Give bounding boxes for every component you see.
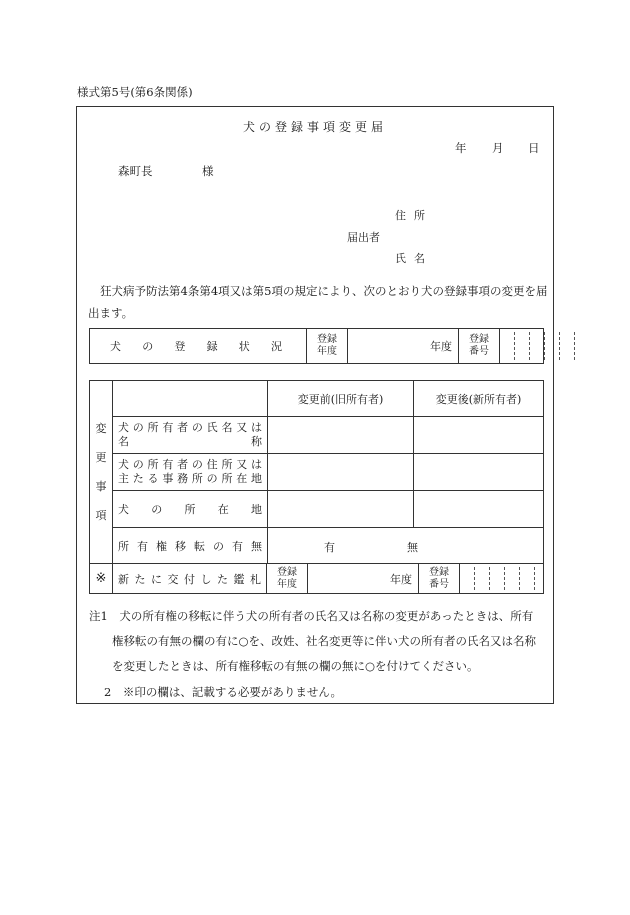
digit-divider	[574, 332, 575, 360]
digit-divider	[544, 332, 545, 360]
digit-divider	[559, 332, 560, 360]
new-tag-label: 新たに交付した鑑札	[113, 564, 267, 593]
date-year-label: 年	[455, 141, 467, 155]
change-items-table	[89, 380, 544, 594]
digit-divider	[474, 567, 475, 590]
dog-location-before-field[interactable]	[268, 491, 414, 528]
form-number-label: 様式第5号(第6条関係)	[77, 85, 193, 99]
nendo-label: 年度	[430, 340, 452, 353]
before-change-header: 変更前(旧所有者)	[268, 381, 414, 417]
owner-name-after-field[interactable]	[414, 417, 544, 454]
new-tag-row	[113, 564, 544, 594]
dog-location-after-field[interactable]	[414, 491, 544, 528]
tag-number-field[interactable]	[460, 564, 544, 593]
registration-year-label: 登録年度	[307, 329, 348, 364]
owner-address-before-field[interactable]	[268, 454, 414, 491]
body-paragraph: 狂犬病予防法第4条第4項又は第5項の規定により、次のとおり犬の登録事項の変更を届出ます。	[88, 284, 548, 320]
header-blank-cell	[113, 381, 268, 417]
office-use-mark: ※	[90, 564, 113, 594]
note-1-line-2: 権移転の有無の欄の有に○を、改姓、社名変更等に伴い犬の所有者の氏名又は名称	[112, 634, 537, 648]
address-label: 住所	[395, 209, 433, 222]
registration-status-table	[89, 328, 544, 364]
tag-year-label: 登録年度	[267, 564, 308, 593]
owner-name-before-field[interactable]	[268, 417, 414, 454]
dog-location-label: 犬の所在地	[113, 491, 268, 528]
addressee-honorific: 様	[202, 164, 214, 178]
name-label: 氏名	[395, 252, 433, 265]
digit-divider	[489, 567, 490, 590]
registration-year-field[interactable]	[348, 329, 459, 364]
owner-address-label: 犬の所有者の住所又は 主たる事務所の所在地	[113, 454, 268, 491]
form-title: 犬の登録事項変更届	[242, 120, 387, 134]
note-2: 2 ※印の欄は、記載する必要がありません。	[104, 685, 343, 699]
digit-divider	[529, 332, 530, 360]
transfer-no-option[interactable]: 無	[407, 541, 418, 554]
owner-name-label: 犬の所有者の氏名又は 名称	[113, 417, 268, 454]
registration-status-label: 犬の登録状況	[90, 329, 307, 364]
filer-label: 届出者	[347, 231, 380, 244]
ownership-transfer-field[interactable]	[268, 528, 544, 564]
addressee-name: 森町長	[118, 164, 153, 178]
date-day-label: 日	[528, 141, 540, 155]
date-month-label: 月	[492, 141, 504, 155]
note-1-line-3: を変更したときは、所有権移転の有無の欄の無に○を付けてください。	[112, 659, 479, 673]
nendo-label: 年度	[390, 572, 412, 586]
note-1-line-1: 注1 犬の所有権の移転に伴う犬の所有者の氏名又は名称の変更があったときは、所有	[89, 609, 534, 623]
registration-number-field[interactable]	[500, 329, 544, 364]
owner-address-after-field[interactable]	[414, 454, 544, 491]
ownership-transfer-label: 所有権移転の有無	[113, 528, 268, 564]
digit-divider	[534, 567, 535, 590]
digit-divider	[504, 567, 505, 590]
digit-divider	[519, 567, 520, 590]
after-change-header: 変更後(新所有者)	[414, 381, 544, 417]
tag-number-label: 登録番号	[419, 564, 460, 593]
registration-number-label: 登録番号	[459, 329, 500, 364]
transfer-yes-option[interactable]: 有	[324, 541, 335, 554]
digit-divider	[514, 332, 515, 360]
change-items-side-label: 変 更 事 項	[90, 381, 113, 564]
tag-year-field[interactable]	[308, 564, 419, 593]
